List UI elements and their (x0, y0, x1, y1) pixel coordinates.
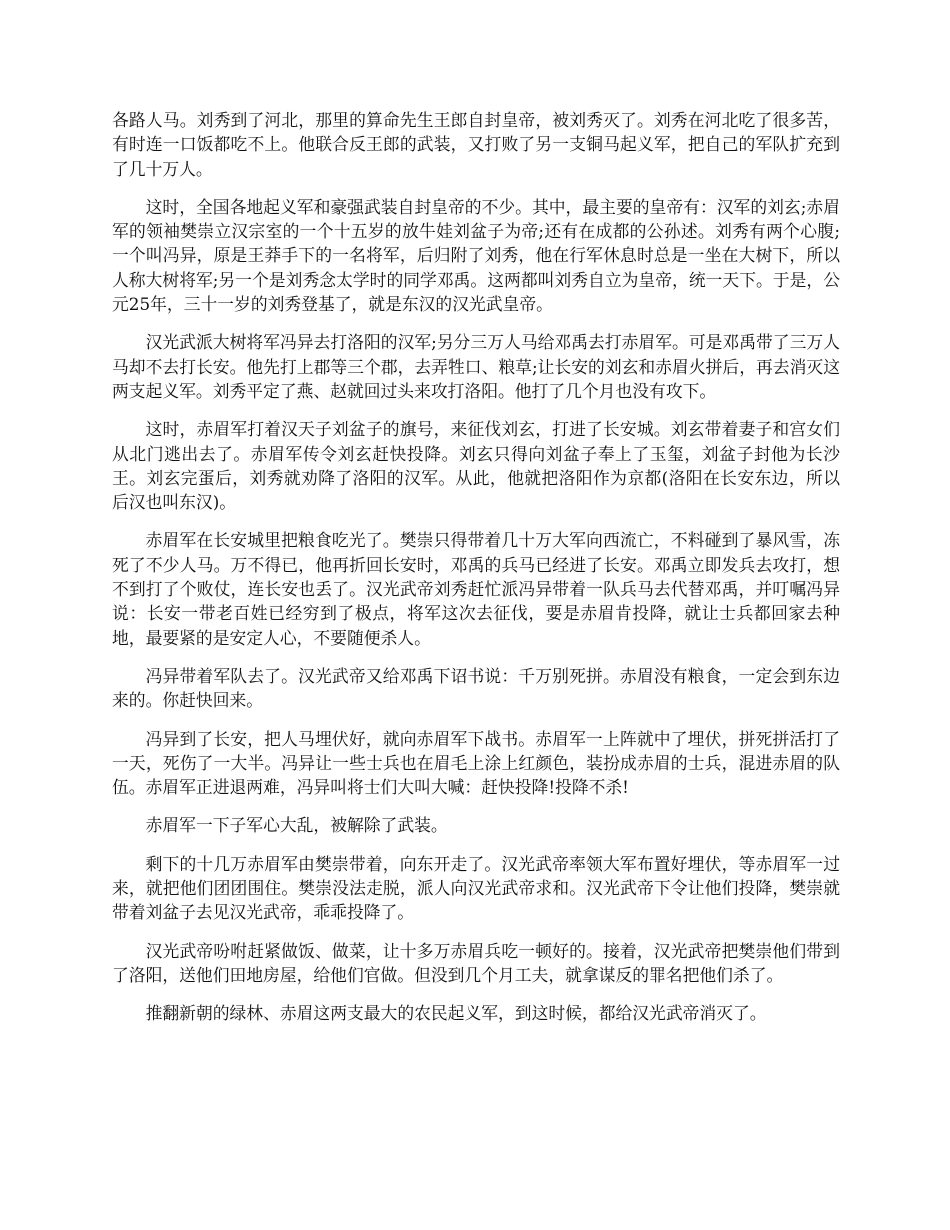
paragraph-2: 这时，全国各地起义军和豪强武装自封皇帝的不少。其中，最主要的皇帝有：汉军的刘玄;赤眉军的领袖樊崇立汉宗室的一个十五岁的放牛娃刘盆子为帝;还有在成都的公孙述。刘秀有两个心腹;一个叫冯异，原是王莽手下的一名将军，后归附了刘秀，他在行军休息时总是一坐在大树下，所以人称大树将军;另一个是刘秀念太学时的同学邓禹。这两都叫刘秀自立为皇帝，统一天下。于是，公元25年，三十一岁的刘秀登基了，就是东汉的汉光武皇帝。 (112, 196, 840, 315)
paragraph-7: 冯异到了长安，把人马埋伏好，就向赤眉军下战书。赤眉军一上阵就中了埋伏，拼死拼活打了一天，死伤了一大半。冯异让一些士兵也在眉毛上涂上红颜色，装扮成赤眉的士兵，混进赤眉的队伍。赤眉军正进退两难，冯异叫将士们大叫大喊：赶快投降!投降不杀! (112, 728, 840, 798)
paragraph-10: 汉光武帝吩咐赶紧做饭、做菜，让十多万赤眉兵吃一顿好的。接着，汉光武帝把樊崇他们带到了洛阳，送他们田地房屋，给他们官做。但没到几个月工夫，就拿谋反的罪名把他们杀了。 (112, 940, 840, 985)
paragraph-3: 汉光武派大树将军冯异去打洛阳的汉军;另分三万人马给邓禹去打赤眉军。可是邓禹带了三万人马却不去打长安。他先打上郡等三个郡，去弄牲口、粮草;让长安的刘玄和赤眉火拼后，再去消灭这两支起义军。刘秀平定了燕、赵就回过头来攻打洛阳。他打了几个月也没有攻下。 (112, 332, 840, 401)
paragraph-1: 各路人马。刘秀到了河北，那里的算命先生王郎自封皇帝，被刘秀灭了。刘秀在河北吃了很多苦，有时连一口饭都吃不上。他联合反王郎的武装，又打败了另一支铜马起义军，把自己的军队扩充到了几十万人。 (112, 110, 840, 179)
document-page (112, 108, 840, 1040)
paragraph-11: 推翻新朝的绿林、赤眉这两支最大的农民起义军，到这时候，都给汉光武帝消灭了。 (145, 1003, 767, 1024)
paragraph-8: 赤眉军一下子军心大乱，被解除了武装。 (145, 815, 448, 836)
paragraph-5: 赤眉军在长安城里把粮食吃光了。樊崇只得带着几十万大军向西流亡，不料碰到了暴风雪，冻死了不少人马。万不得已，他再折回长安时，邓禹的兵马已经进了长安。邓禹立即发兵去攻打，想不到打了个败仗，连长安也丢了。汉光武帝刘秀赶忙派冯异带着一队兵马去代替邓禹，并叮嘱冯异说：长安一带老百姓已经穷到了极点，将军这次去征伐，要是赤眉肯投降，就让士兵都回家去种地，最要紧的是安定人心，不要随便杀人。 (112, 530, 840, 648)
paragraph-6: 冯异带着军队去了。汉光武帝又给邓禹下诏书说：千万别死拼。赤眉没有粮食，一定会到东边来的。你赶快回来。 (112, 665, 840, 711)
paragraph-9: 剩下的十几万赤眉军由樊崇带着，向东开走了。汉光武帝率领大军布置好埋伏，等赤眉军一过来，就把他们团团围住。樊崇没法走脱，派人向汉光武帝求和。汉光武帝下令让他们投降，樊崇就带着刘盆子去见汉光武帝，乖乖投降了。 (112, 853, 840, 923)
paragraph-4: 这时，赤眉军打着汉天子刘盆子的旗号，来征伐刘玄，打进了长安城。刘玄带着妻子和宫女们从北门逃出去了。赤眉军传令刘玄赶快投降。刘玄只得向刘盆子奉上了玉玺，刘盆子封他为长沙王。刘玄完蛋后，刘秀就劝降了洛阳的汉军。从此，他就把洛阳作为京都(洛阳在长安东边，所以后汉也叫东汉)。 (112, 419, 840, 513)
